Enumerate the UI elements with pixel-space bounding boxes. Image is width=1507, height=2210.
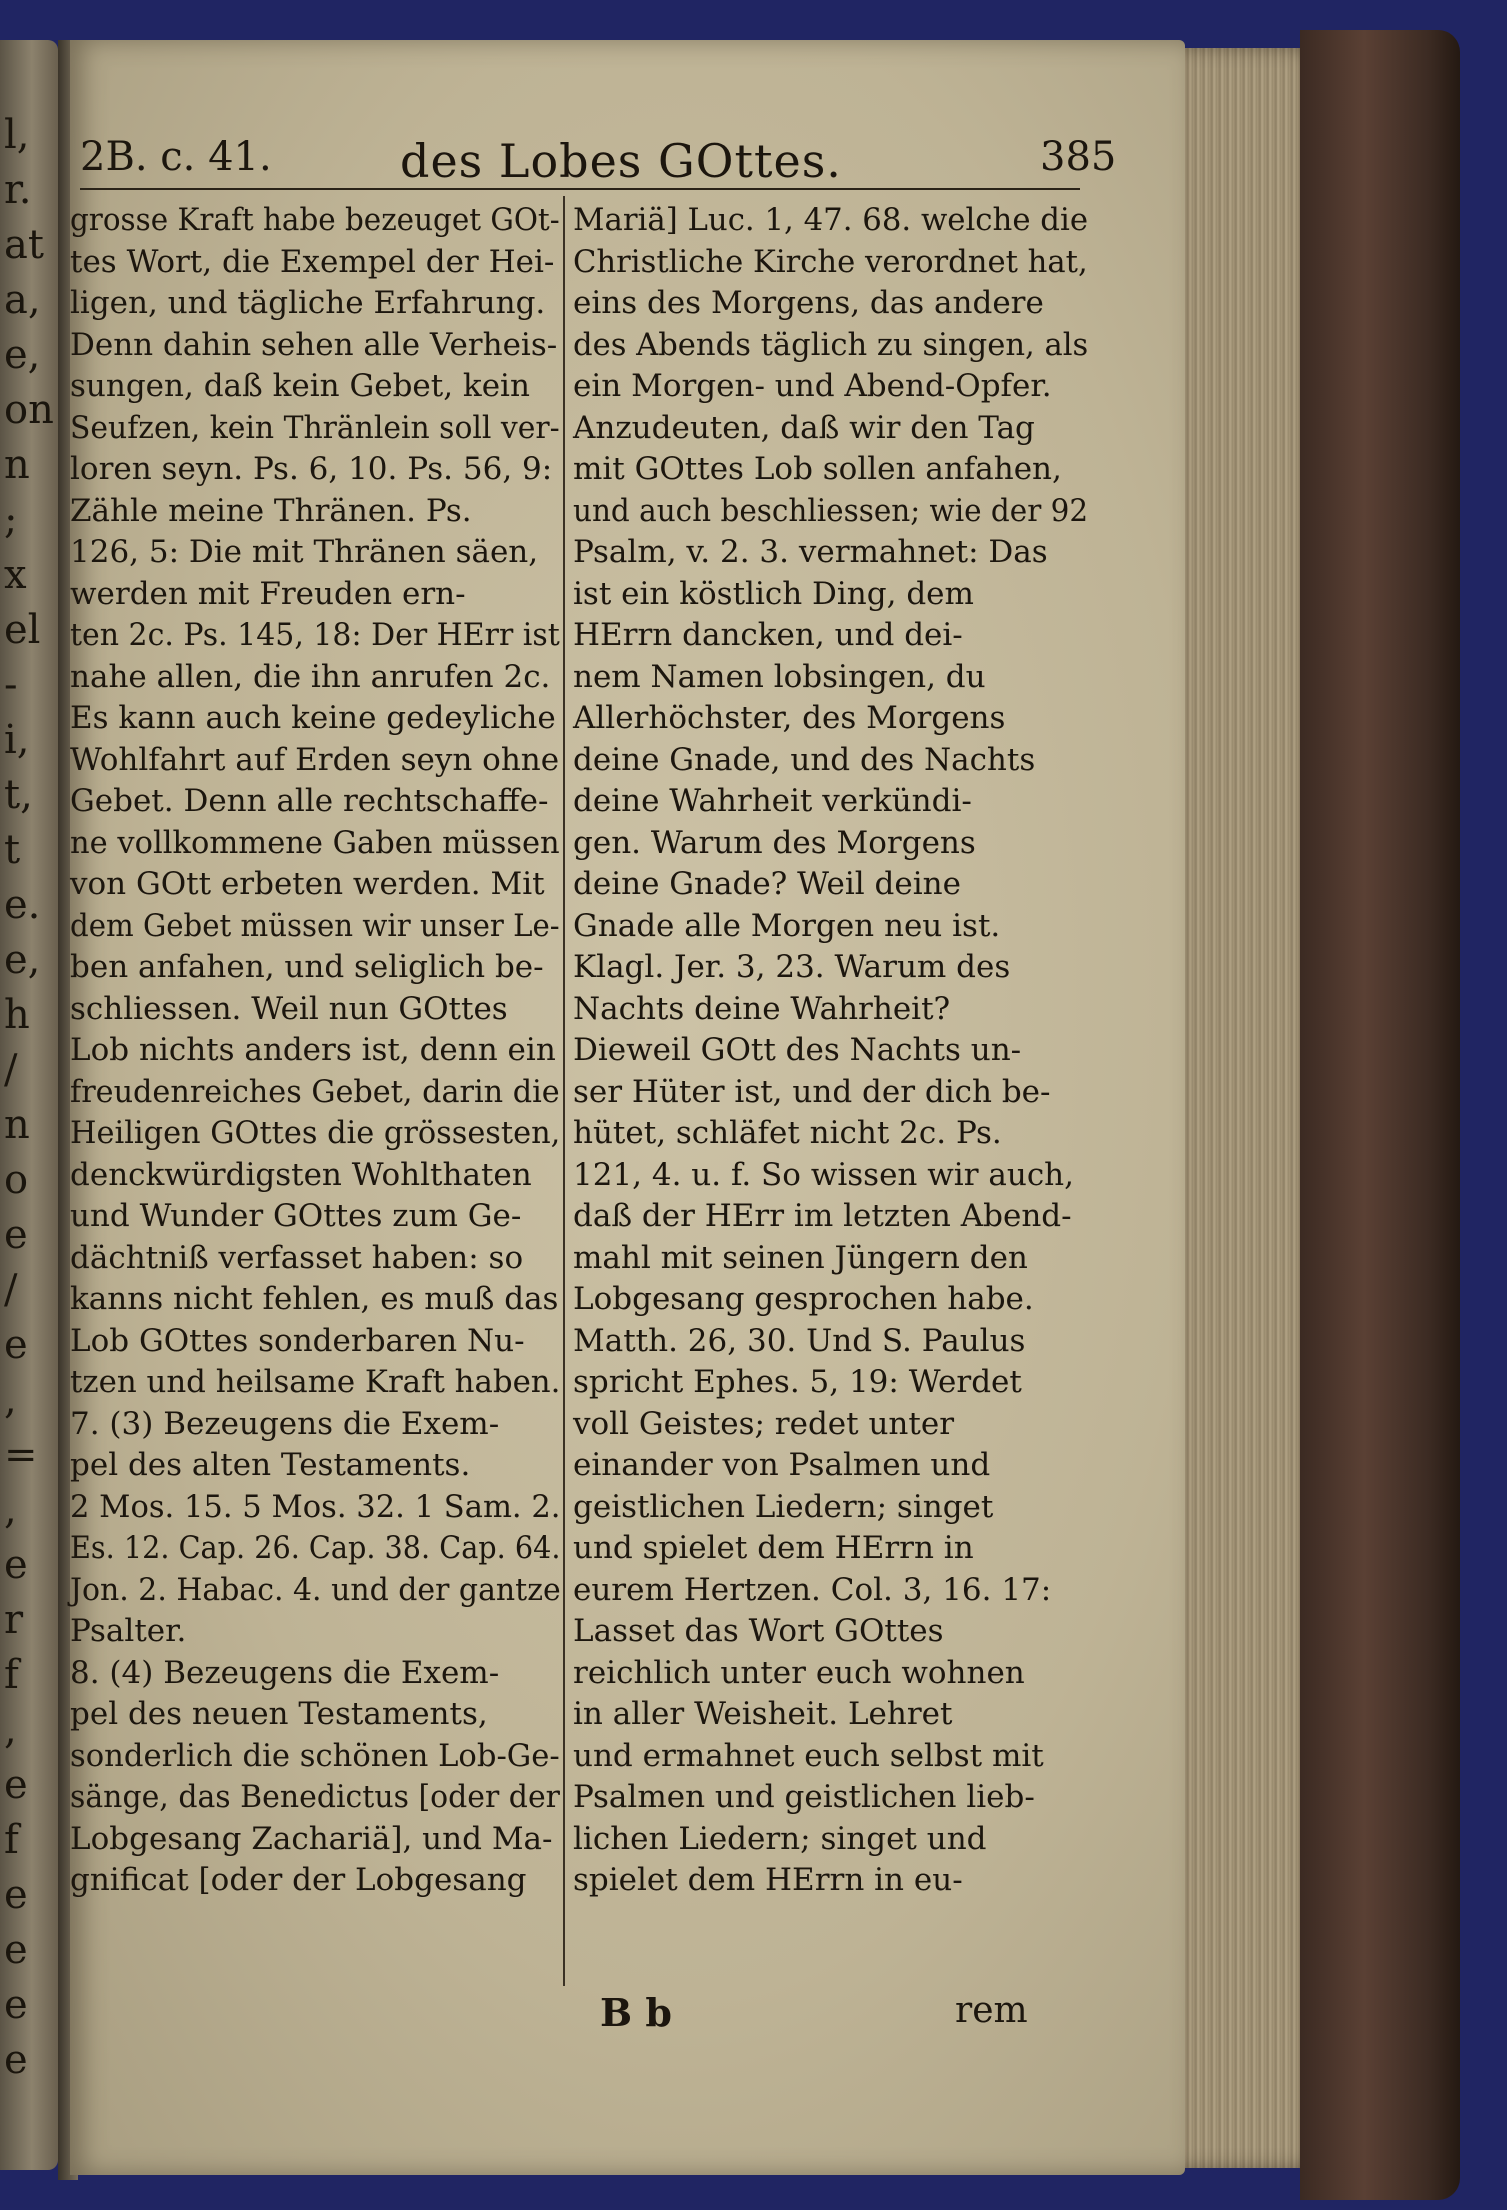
text-line: Gebet. Denn alle rechtschaffe- bbox=[70, 783, 549, 819]
text-line: Lob nichts anders ist, denn ein bbox=[70, 1032, 556, 1068]
text-line: HErrn dancken, und dei- bbox=[573, 617, 963, 653]
text-line: Lasset das Wort GOttes bbox=[573, 1613, 944, 1649]
text-line: Gnade alle Morgen neu ist. bbox=[573, 907, 1001, 944]
text-line: Lob GOttes sonderbaren Nu- bbox=[70, 1322, 525, 1359]
text-line: sänge, das Benedictus [oder der bbox=[70, 1779, 560, 1815]
text-line: nem Namen lobsingen, du bbox=[573, 658, 986, 695]
previous-page-fragment: , bbox=[4, 1377, 17, 1423]
text-line: eins des Morgens, das andere bbox=[573, 285, 1044, 321]
text-line: sungen, daß kein Gebet, kein bbox=[70, 368, 530, 404]
text-line: Christliche Kirche verordnet hat, bbox=[573, 243, 1088, 280]
text-line: Allerhöchster, des Morgens bbox=[573, 700, 1006, 736]
signature-mark: B b bbox=[600, 1990, 672, 2035]
previous-page-fragment: n bbox=[4, 1102, 30, 1148]
right-text-column bbox=[573, 200, 1088, 1902]
text-line: pel des alten Testaments. bbox=[70, 1447, 471, 1483]
text-line: werden mit Freuden ern- bbox=[70, 575, 466, 612]
text-line: von GOtt erbeten werden. Mit bbox=[70, 866, 545, 902]
previous-page-fragment: / bbox=[4, 1267, 18, 1313]
text-line: loren seyn. Ps. 6, 10. Ps. 56, 9: bbox=[70, 451, 553, 487]
previous-page-fragment: l, bbox=[4, 112, 30, 158]
previous-page-fragment: - bbox=[4, 662, 18, 708]
text-line: freudenreiches Gebet, darin die bbox=[70, 1073, 560, 1110]
previous-page-fragment: h bbox=[4, 992, 30, 1038]
text-line: lichen Liedern; singet und bbox=[573, 1820, 987, 1857]
previous-page-fragment: at bbox=[4, 222, 44, 268]
text-line: Psalter. bbox=[70, 1613, 187, 1649]
text-line: daß der HErr im letzten Abend- bbox=[573, 1198, 1072, 1234]
text-line: Mariä] Luc. 1, 47. 68. welche die bbox=[573, 202, 1089, 238]
text-line: und Wunder GOttes zum Ge- bbox=[70, 1198, 522, 1234]
previous-page-fragment: t bbox=[4, 827, 21, 873]
text-line: nahe allen, die ihn anrufen 2c. bbox=[70, 658, 551, 695]
previous-page-edge bbox=[0, 40, 58, 2170]
text-line: Matth. 26, 30. Und S. Paulus bbox=[573, 1322, 1026, 1359]
previous-page-fragment: e bbox=[4, 1542, 28, 1588]
text-line: hütet, schläfet nicht 2c. Ps. bbox=[573, 1115, 1002, 1151]
text-line: Nachts deine Wahrheit? bbox=[573, 990, 951, 1027]
text-line: Klagl. Jer. 3, 23. Warum des bbox=[573, 949, 1011, 985]
text-line: und ermahnet euch selbst mit bbox=[573, 1737, 1044, 1774]
previous-page-fragment: n bbox=[4, 442, 30, 488]
previous-page-fragment: e bbox=[4, 1927, 28, 1973]
text-line: Anzudeuten, daß wir den Tag bbox=[573, 409, 1035, 446]
text-line: gen. Warum des Morgens bbox=[573, 824, 976, 861]
text-line: reichlich unter euch wohnen bbox=[573, 1654, 1025, 1691]
text-line: ben anfahen, und seliglich be- bbox=[70, 949, 544, 985]
text-line: Psalm, v. 2. 3. vermahnet: Das bbox=[573, 534, 1048, 570]
left-text-column bbox=[70, 200, 560, 1902]
previous-page-fragment: e bbox=[4, 1982, 28, 2028]
text-line: 7. (3) Bezeugens die Exem- bbox=[70, 1405, 500, 1442]
text-line: in aller Weisheit. Lehret bbox=[573, 1696, 953, 1732]
column-divider bbox=[563, 196, 565, 1986]
text-line: Zähle meine Thränen. Ps. bbox=[70, 492, 472, 529]
catchword: rem bbox=[955, 1990, 1028, 2031]
text-line: Es kann auch keine gedeyliche bbox=[70, 700, 556, 736]
previous-page-fragment: i, bbox=[4, 717, 30, 763]
text-line: ten 2c. Ps. 145, 18: Der HErr ist bbox=[70, 617, 560, 653]
previous-page-fragment: , bbox=[4, 1487, 17, 1533]
text-line: voll Geistes; redet unter bbox=[573, 1405, 955, 1442]
text-line: kanns nicht fehlen, es muß das bbox=[70, 1281, 559, 1317]
previous-page-fragment: f bbox=[4, 1817, 19, 1863]
previous-page-fragment: x bbox=[4, 552, 27, 598]
text-line: und auch beschliessen; wie der 92 bbox=[573, 492, 1089, 529]
running-head-title: des Lobes GOttes. bbox=[400, 134, 842, 188]
text-line: ein Morgen- und Abend-Opfer. bbox=[573, 368, 1052, 404]
text-line: schliessen. Weil nun GOttes bbox=[70, 990, 508, 1027]
previous-page-fragment: e. bbox=[4, 882, 41, 928]
text-line: Lobgesang gesprochen habe. bbox=[573, 1281, 1034, 1317]
text-line: grosse Kraft habe bezeuget GOt- bbox=[70, 202, 560, 238]
previous-page-fragment: e bbox=[4, 2037, 28, 2083]
previous-page-fragment: ; bbox=[4, 497, 18, 543]
previous-page-fragment: e bbox=[4, 1212, 28, 1258]
previous-page-fragment: e bbox=[4, 1322, 28, 1368]
text-line: Lobgesang Zachariä], und Ma- bbox=[70, 1820, 553, 1857]
previous-page-fragment: e, bbox=[4, 937, 41, 983]
text-line: 2 Mos. 15. 5 Mos. 32. 1 Sam. 2. bbox=[70, 1488, 561, 1525]
text-line: spielet dem HErrn in eu- bbox=[573, 1862, 963, 1898]
text-line: deine Wahrheit verkündi- bbox=[573, 783, 972, 819]
text-line: dächtniß verfasset haben: so bbox=[70, 1239, 524, 1276]
page-number: 385 bbox=[1040, 134, 1117, 180]
text-line: spricht Ephes. 5, 19: Werdet bbox=[573, 1364, 1022, 1400]
previous-page-fragment: e bbox=[4, 1872, 28, 1918]
text-line: Denn dahin sehen alle Verheis- bbox=[70, 326, 558, 363]
text-line: Heiligen GOttes die grössesten, bbox=[70, 1115, 561, 1151]
text-line: denckwürdigsten Wohlthaten bbox=[70, 1156, 532, 1193]
text-line: Wohlfahrt auf Erden seyn ohne bbox=[70, 741, 560, 778]
text-line: deine Gnade? Weil deine bbox=[573, 866, 961, 902]
text-line: und spielet dem HErrn in bbox=[573, 1530, 974, 1566]
text-line: sonderlich die schönen Lob-Ge- bbox=[70, 1737, 560, 1774]
text-line: 8. (4) Bezeugens die Exem- bbox=[70, 1654, 500, 1691]
text-line: mahl mit seinen Jüngern den bbox=[573, 1239, 1028, 1276]
text-line: deine Gnade, und des Nachts bbox=[573, 741, 1036, 778]
text-line: Psalmen und geistlichen lieb- bbox=[573, 1779, 1035, 1815]
text-line: 126, 5: Die mit Thränen säen, bbox=[70, 534, 539, 570]
previous-page-fragment: / bbox=[4, 1047, 18, 1093]
running-head-section: 2B. c. 41. bbox=[80, 134, 272, 180]
previous-page-fragment: r bbox=[4, 1597, 24, 1643]
text-line: mit GOttes Lob sollen anfahen, bbox=[573, 451, 1062, 487]
previous-page-fragment: e, bbox=[4, 332, 41, 378]
previous-page-fragment: = bbox=[4, 1432, 38, 1478]
text-line: Seufzen, kein Thränlein soll ver- bbox=[70, 409, 560, 446]
text-line: Jon. 2. Habac. 4. und der gantze bbox=[70, 1571, 561, 1608]
previous-page-fragment: r. bbox=[4, 167, 32, 213]
previous-page-fragment: on bbox=[4, 387, 54, 433]
text-line: pel des neuen Testaments, bbox=[70, 1696, 488, 1732]
text-line: eurem Hertzen. Col. 3, 16. 17: bbox=[573, 1571, 1052, 1608]
previous-page-fragment: o bbox=[4, 1157, 29, 1203]
text-line: einander von Psalmen und bbox=[573, 1447, 991, 1483]
text-line: ligen, und tägliche Erfahrung. bbox=[70, 285, 546, 321]
text-line: Es. 12. Cap. 26. Cap. 38. Cap. 64. bbox=[70, 1530, 561, 1566]
text-line: 121, 4. u. f. So wissen wir auch, bbox=[573, 1156, 1074, 1193]
previous-page-fragment: e bbox=[4, 1762, 28, 1808]
text-line: tes Wort, die Exempel der Hei- bbox=[70, 243, 555, 280]
previous-page-fragment: a, bbox=[4, 277, 41, 323]
text-line: Dieweil GOtt des Nachts un- bbox=[573, 1032, 1022, 1068]
previous-page-fragment: el bbox=[4, 607, 41, 653]
text-line: dem Gebet müssen wir unser Le- bbox=[70, 907, 560, 944]
text-line: ser Hüter ist, und der dich be- bbox=[573, 1073, 1051, 1110]
text-line: geistlichen Liedern; singet bbox=[573, 1488, 994, 1525]
text-line: gnificat [oder der Lobgesang bbox=[70, 1862, 527, 1898]
text-line: tzen und heilsame Kraft haben. bbox=[70, 1364, 561, 1400]
text-line: des Abends täglich zu singen, als bbox=[573, 326, 1089, 363]
previous-page-fragment: f bbox=[4, 1652, 19, 1698]
book-cover-edge bbox=[1300, 30, 1460, 2200]
previous-page-fragment: t, bbox=[4, 772, 33, 818]
text-line: ne vollkommene Gaben müssen bbox=[70, 824, 560, 861]
previous-page-fragment: , bbox=[4, 1707, 17, 1753]
header-rule bbox=[80, 188, 1080, 190]
text-line: ist ein köstlich Ding, dem bbox=[573, 575, 974, 612]
